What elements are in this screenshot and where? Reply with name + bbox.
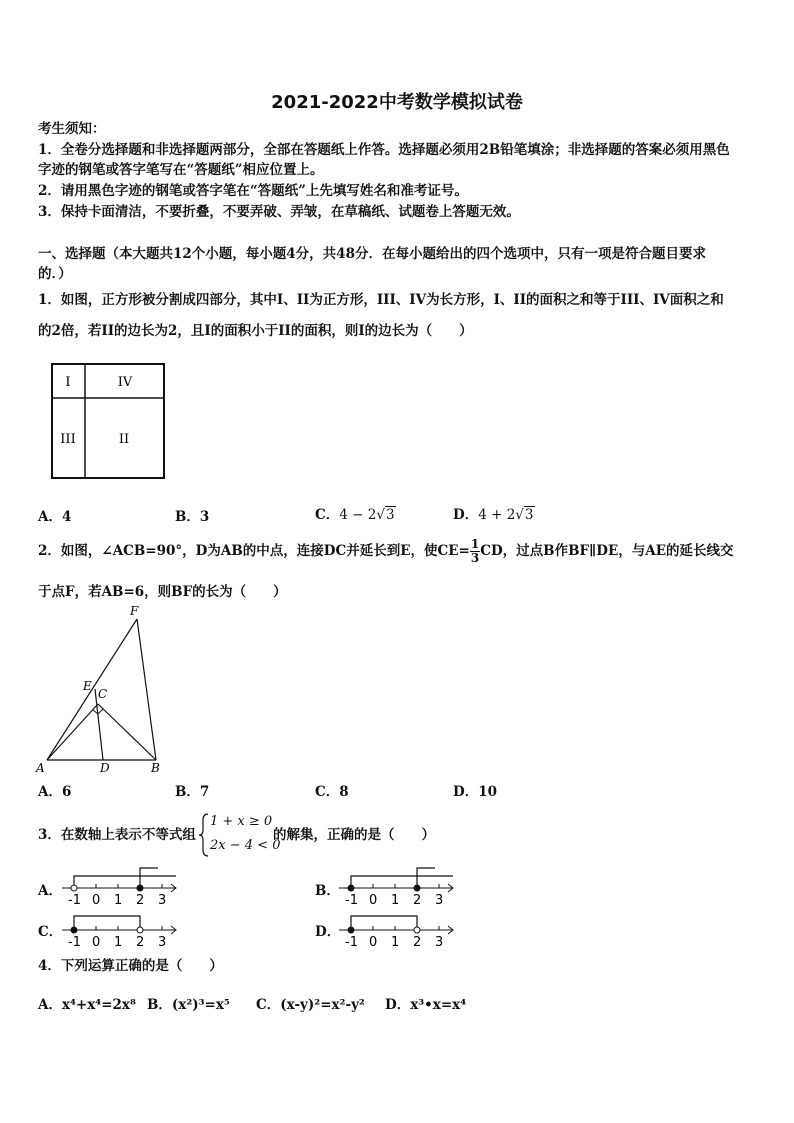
q2-label-b: B	[151, 761, 160, 775]
q1-option-d-prefix: D．	[453, 507, 479, 523]
q2-fraction	[470, 538, 480, 565]
q2-stem-part-a: 2．如图，∠ACB=90°，D为AB的中点，连接DC并延长到E，使CE=	[38, 543, 470, 559]
svg-text:2: 2	[136, 935, 145, 950]
q2-fraction-den: 3	[470, 551, 480, 565]
q4-option-c[interactable]: C．(x-y)²=x²-y²	[256, 997, 365, 1013]
q3-option-b-label[interactable]: B．	[315, 883, 340, 899]
q2-option-c[interactable]: C．8	[315, 784, 349, 800]
q3-inequality-1: 1 + x ≥ 0	[210, 814, 273, 829]
q3-option-d-number-line[interactable]	[335, 904, 457, 950]
q2-label-c: C	[98, 687, 108, 701]
q2-label-e: E	[83, 679, 92, 693]
q1-option-a[interactable]: A．4	[38, 509, 72, 525]
page-title: 2021-2022中考数学模拟试卷	[271, 92, 523, 113]
q2-option-d[interactable]: D．10	[453, 784, 497, 800]
svg-text:3: 3	[158, 893, 167, 908]
q1-stem-line-2: 的2倍，若II的边长为2，且I的面积小于II的面积，则I的边长为（ ）	[38, 323, 473, 339]
q3-option-d-label[interactable]: D．	[315, 924, 341, 940]
q1-square-figure	[50, 362, 168, 480]
svg-text:3: 3	[435, 893, 444, 908]
q2-segment-af	[47, 619, 137, 760]
notice-item-3: 3．保持卡面清洁，不要折叠，不要弄破、弄皱，在草稿纸、试题卷上答题无效。	[38, 204, 520, 220]
section-1-heading-line-1: 一、选择题（本大题共12个小题，每小题4分，共48分．在每小题给出的四个选项中，只有一项是符合题目要求	[38, 246, 706, 262]
q2-option-a[interactable]: A．6	[38, 784, 72, 800]
svg-text:2: 2	[136, 893, 145, 908]
q3-inequality-2: 2x − 4 < 0	[210, 838, 281, 853]
q4-option-a[interactable]: A．x⁴+x⁴=2x⁸	[38, 997, 136, 1013]
q3-option-a-label[interactable]: A．	[38, 883, 62, 899]
notice-heading: 考生须知：	[38, 121, 106, 137]
svg-text:1: 1	[391, 935, 400, 950]
q3-option-c-number-line[interactable]	[58, 904, 180, 950]
section-1-heading-line-2: 的．）	[38, 266, 72, 282]
q1-option-d[interactable]: D．4 + 2√3	[453, 507, 534, 523]
notice-item-1-line-2: 字迹的钢笔或答字笔写在“答题纸”相应位置上。	[38, 162, 324, 178]
q3-option-b-number-line[interactable]	[335, 862, 457, 908]
svg-text:-1: -1	[68, 893, 81, 908]
svg-text:0: 0	[92, 893, 101, 908]
q2-segment-fb	[137, 619, 156, 760]
q1-option-c[interactable]: C．4 − 2√3	[315, 507, 395, 523]
q3-stem-suffix: 的解集，正确的是（ ）	[273, 827, 435, 843]
q2-stem-line-2: 于点F，若AB=6，则BF的长为（ ）	[38, 584, 287, 600]
svg-text:1: 1	[114, 935, 123, 950]
q1-label-I: I	[65, 375, 71, 390]
q2-label-f: F	[130, 604, 139, 618]
q1-label-II: II	[118, 432, 130, 447]
q2-fraction-num: 1	[470, 537, 480, 551]
q2-segment-cb	[98, 704, 156, 760]
q3-stem-prefix: 3．在数轴上表示不等式组	[38, 827, 196, 843]
notice-item-1-line-1: 1．全卷分选择题和非选择题两部分，全部在答题纸上作答。选择题必须用2B铅笔填涂；非选择题的答案必须用黑色	[38, 142, 730, 158]
q1-option-d-radicand: 3	[524, 507, 534, 523]
svg-text:1: 1	[114, 893, 123, 908]
q2-triangle-figure	[30, 600, 180, 780]
q1-option-c-radicand: 3	[385, 507, 395, 523]
q2-option-b[interactable]: B．7	[175, 784, 210, 800]
svg-text:0: 0	[369, 935, 378, 950]
q1-label-III: III	[60, 432, 76, 447]
svg-text:0: 0	[92, 935, 101, 950]
q3-option-a-number-line[interactable]	[58, 862, 180, 908]
notice-item-2: 2．请用黑色字迹的钢笔或答字笔在“答题纸”上先填写姓名和准考证号。	[38, 183, 468, 199]
q2-label-d: D	[100, 761, 110, 775]
q1-option-b[interactable]: B．3	[175, 509, 210, 525]
q3-brace	[198, 812, 210, 858]
svg-text:0: 0	[369, 893, 378, 908]
q4-option-b[interactable]: B．(x²)³=x⁵	[147, 997, 230, 1013]
q2-segment-ac	[47, 704, 98, 760]
q1-option-d-expr: 4 + 2	[478, 507, 516, 523]
q3-option-c-label[interactable]: C．	[38, 924, 63, 940]
q4-option-d[interactable]: D．x³•x=x⁴	[385, 997, 467, 1013]
q2-label-a: A	[36, 761, 45, 775]
q4-stem: 4．下列运算正确的是（ ）	[38, 958, 223, 974]
q1-stem-line-1: 1．如图，正方形被分割成四部分，其中I、II为正方形，III、IV为长方形，I、II的面积之和等于III、IV面积之和	[38, 292, 724, 308]
q2-stem-part-b: CD，过点B作BF∥DE，与AE的延长线交	[480, 543, 734, 559]
q2-stem-line-1	[38, 538, 734, 565]
q1-option-c-expr: 4 − 2	[339, 507, 377, 523]
q1-option-c-prefix: C．	[315, 507, 340, 523]
svg-text:-1: -1	[345, 893, 358, 908]
q1-label-IV: IV	[117, 375, 133, 390]
svg-text:3: 3	[435, 935, 444, 950]
svg-text:-1: -1	[345, 935, 358, 950]
svg-text:2: 2	[413, 935, 422, 950]
svg-text:2: 2	[413, 893, 422, 908]
svg-text:3: 3	[158, 935, 167, 950]
svg-text:-1: -1	[68, 935, 81, 950]
svg-text:1: 1	[391, 893, 400, 908]
